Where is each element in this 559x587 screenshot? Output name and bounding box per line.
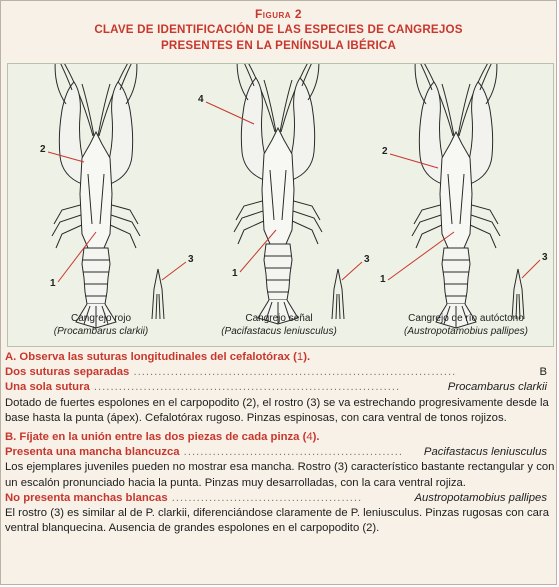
key-b-description1: Los ejemplares juveniles pueden no mostrar esa mancha. Rostro (3) característico bastante rectangular y con un escalón pronunciado hacia la punta. Pinzas muy desarrolladas, con la cara ventral rojiza. xyxy=(5,461,555,489)
key-b-intro-ref: 4 xyxy=(306,430,313,443)
key-b-option1-result: Pacifastacus leniusculus xyxy=(423,446,547,459)
crayfish-drawings xyxy=(8,64,553,346)
label-3-signal: 3 xyxy=(364,254,370,265)
key-b-option2-result: Austropotamobius pallipes xyxy=(414,491,547,504)
figure-title-line1: CLAVE DE IDENTIFICACIÓN DE LAS ESPECIES DE CANGREJOS xyxy=(94,23,463,36)
crayfish-native-drawing xyxy=(408,64,504,328)
figure-title-line2: PRESENTES EN LA PENÍNSULA IBÉRICA xyxy=(160,39,397,52)
key-a-intro-ref: 1 xyxy=(296,351,304,363)
caption-signal-latin: (Pacifastacus leniusculus) xyxy=(221,326,337,337)
key-a-intro xyxy=(5,350,555,365)
key-b-intro xyxy=(5,430,555,445)
key-b-option2: No presenta manchas blancas .............................................. Austropotamobius pallipes xyxy=(5,491,555,506)
key-a-option2-label: Una sola sutura xyxy=(5,381,90,394)
label-3-red: 3 xyxy=(188,254,194,265)
crayfish-signal-drawing xyxy=(230,64,326,324)
key-b-description2: El rostro (3) es similar al de P. clarkii, diferenciándose claramente de P. leniusculus. Pinzas rugosas con cara ventral blanquecina. Ausencia de grandes espolones en el carpopodito (2). xyxy=(5,506,549,535)
key-b-option1-label: Presenta una mancha blancuzca xyxy=(5,446,180,459)
key-b-option1: Presenta una mancha blancuzca ..................................................... Pacifastacus leniusculus xyxy=(5,445,555,460)
caption-signal xyxy=(204,312,354,338)
caption-native-latin: (Austropotamobius pallipes) xyxy=(404,326,528,337)
identification-key xyxy=(5,350,555,536)
figure-header xyxy=(1,1,556,59)
caption-signal-name: Cangrejo señal xyxy=(245,313,313,324)
key-a-option2-result: Procambarus clarkii xyxy=(447,381,547,394)
key-a-intro-end: ). xyxy=(303,351,311,363)
caption-red-name: Cangrejo rojo xyxy=(70,313,132,324)
label-1-native: 1 xyxy=(380,274,386,285)
key-a-option1: Dos suturas separadas .............................................................................. B xyxy=(5,365,555,380)
caption-red xyxy=(36,312,166,338)
caption-native xyxy=(386,312,546,338)
label-1-red: 1 xyxy=(50,278,56,289)
label-1-signal: 1 xyxy=(232,268,238,279)
caption-native-name: Cangrejo de río autóctono xyxy=(408,313,524,324)
key-a-option1-label: Dos suturas separadas xyxy=(5,366,130,379)
key-b-intro-end: ). xyxy=(312,430,320,443)
key-a-option2: Una sola sutura .......................................................................... Procambarus clarkii xyxy=(5,380,555,395)
illustration-panel xyxy=(7,63,554,347)
key-b-intro-text: B. Fíjate en la unión entre las dos piezas de cada pinza ( xyxy=(5,430,307,443)
label-4-signal: 4 xyxy=(198,94,204,105)
key-a-description: Dotado de fuertes espolones en el carpopodito (2), el rostro (3) se va estrechando progresivamente desde la base hasta la punta (ápex). Cefalotórax rugoso. Pinzas espinosas, con cara ventral de tonos rojizos. xyxy=(5,396,549,424)
caption-red-latin: (Procambarus clarkii) xyxy=(53,326,149,337)
figure-number: Figura 2 xyxy=(254,7,303,21)
label-3-native: 3 xyxy=(542,252,548,263)
key-b-option2-label: No presenta manchas blancas xyxy=(5,491,168,504)
label-2-red: 2 xyxy=(40,144,46,155)
crayfish-red-drawing xyxy=(48,64,144,328)
key-a-option1-result: B xyxy=(539,366,547,379)
key-a-intro-text: A. Observa las suturas longitudinales del cefalotórax ( xyxy=(5,351,297,363)
label-2-native: 2 xyxy=(382,146,388,157)
